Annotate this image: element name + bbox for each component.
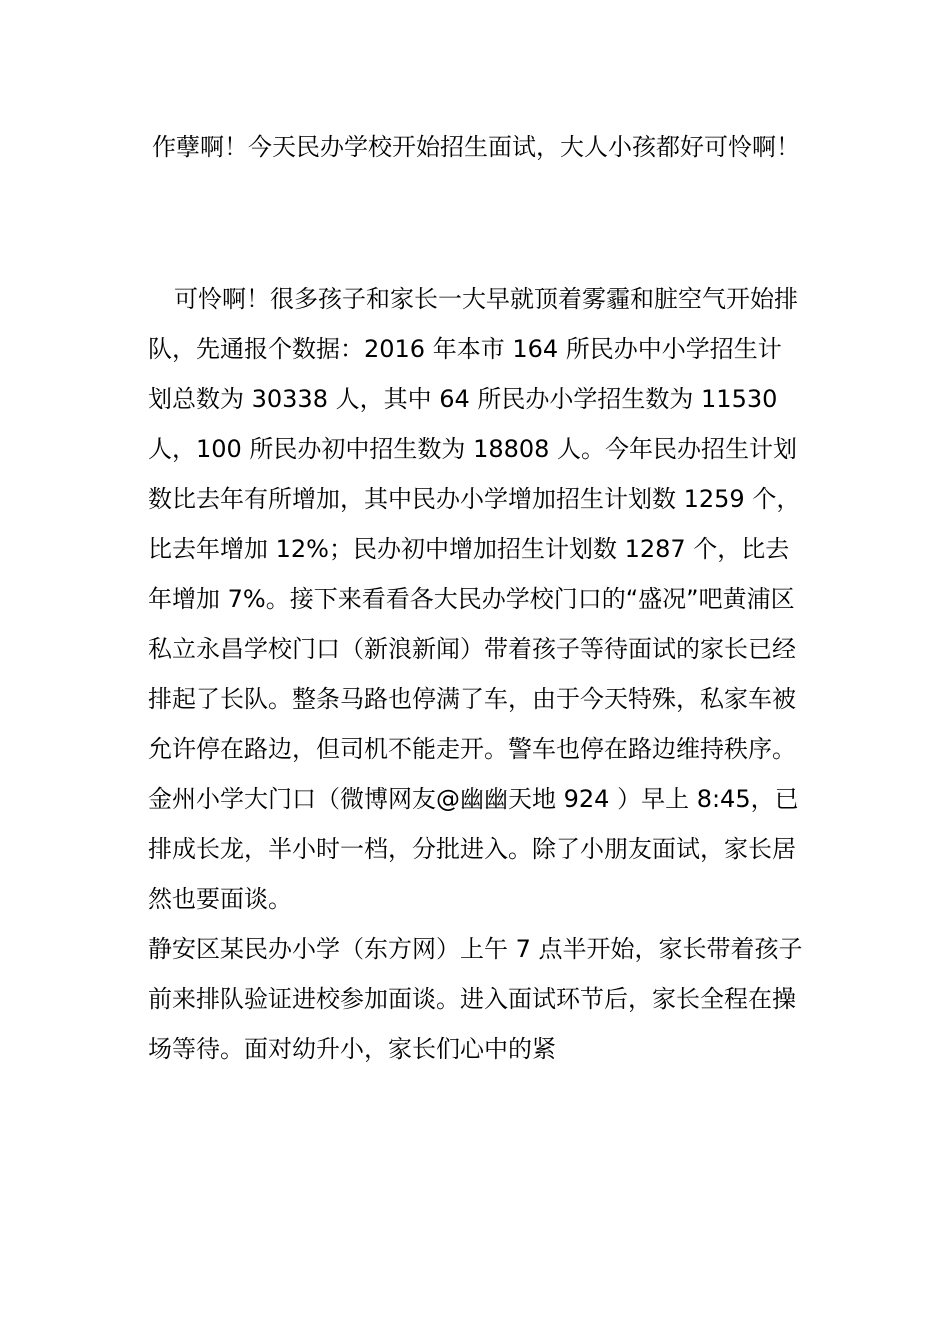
document-body <box>148 274 804 1074</box>
paragraph-jinzhou-school: 金州小学大门口（微博网友@幽幽天地 924 ）早上 8:45，已排成长龙，半小时一档，分批进入。除了小朋友面试，家长居然也要面谈。 <box>148 785 799 913</box>
paragraph-enrollment-data: 可怜啊！很多孩子和家长一大早就顶着雾霾和脏空气开始排队，先通报个数据：2016 年本市 164 所民办中小学招生计划总数为 30338 人，其中 64 所民办小学招生数为 11530 人，100 所民办初中招生数为 18808 人。今年民办招生计划数比去年有所增加，其中民办小学增加招生计划数 1259 个，比去年增加 12%；民办初中增加招生计划数 1287 个，比去年增加 7%。接下来看看各大民办学校门口的“盛况”吧黄浦区私立永昌学校门口（新浪新闻）带着孩子等待面试的家长已经排起了长队。整条马路也停满了车，由于今天特殊，私家车被允许停在路边，但司机不能走开。警车也停在路边维持秩序。 <box>148 285 801 763</box>
paragraph-jingan-school: 静安区某民办小学（东方网）上午 7 点半开始，家长带着孩子前来排队验证进校参加面谈。进入面试环节后，家长全程在操场等待。面对幼升小，家长们心中的紧 <box>148 935 803 1063</box>
document-title: 作孽啊！今天民办学校开始招生面试，大人小孩都好可怜啊！ <box>152 133 800 161</box>
